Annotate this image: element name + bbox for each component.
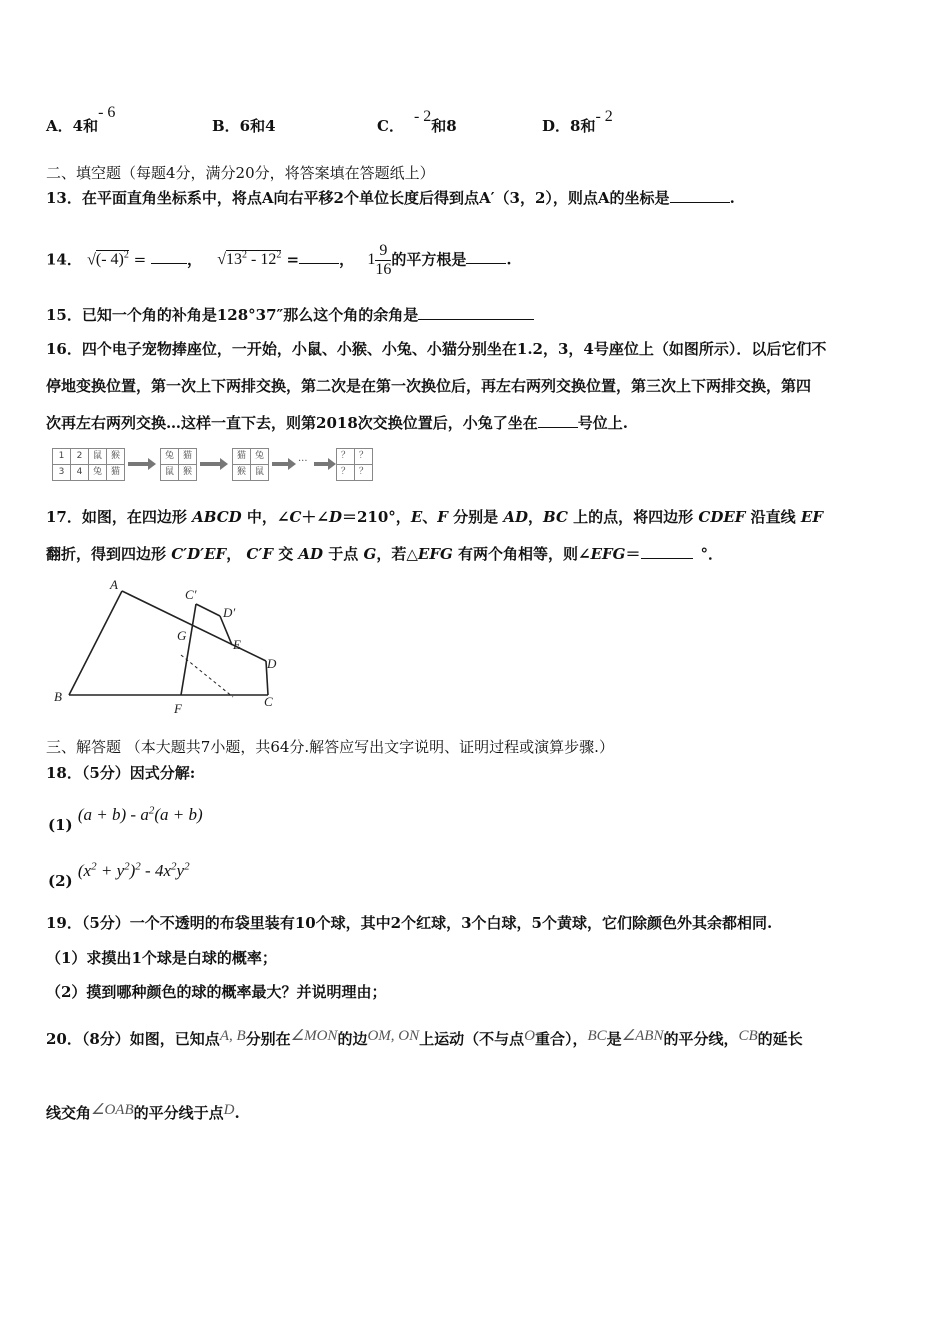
g3-cell-4: 鼠 (250, 464, 269, 481)
q14-exp2a: 2 (242, 250, 247, 261)
q14-mid2: - 12 (247, 251, 277, 269)
q14-expr1: (- 4) (95, 251, 124, 269)
q17-line2: 翻折，得到四边形 C′D′EF， C′F 交 AD 于点 G，若△EFG 有两个角相等，则∠EFG＝ °． (46, 545, 724, 563)
q14-frac-num: 9 (375, 242, 391, 261)
section3-note: （本大题共7小题，共64分.解答应写出文字说明、证明过程或演算步骤.） (121, 738, 614, 756)
g3-cell-3: 猴 (232, 464, 251, 481)
q13 (46, 188, 735, 208)
q20-line2: 线交角∠OAB的平分线于点D. (46, 1102, 240, 1122)
dashed-line (181, 655, 233, 697)
g3-cell-1: 猫 (232, 448, 251, 465)
edge-c1f (181, 604, 196, 695)
q18-part2: (2) $(x^2 + y^2)^2 - 4x^2y^2$ (48, 860, 190, 890)
g2-cell-2: 猫 (178, 448, 197, 465)
q20-line1: 20．（8分）如图，已知点A, B分别在∠MON的边OM, ON上运动（不与点O重合），BC是∠ABN的平分线，CB的延长 (46, 1028, 803, 1048)
q14-exp2b: 2 (276, 250, 282, 261)
q12-option-d (542, 108, 613, 137)
label-e: E (233, 637, 241, 652)
q13-text: 13．在平面直角坐标系中，将点A向右平移2个单位长度后得到点A′（3，2），则点A的坐标是 (46, 189, 670, 207)
label-g: G (177, 628, 187, 643)
q17-line1: 17．如图，在四边形 ABCD 中，∠C＋∠D＝210°，E、F 分别是 AD，BC 上的点，将四边形 CDEF 沿直线 EF (46, 508, 823, 526)
label-d: D (267, 656, 277, 671)
arrow-4 (314, 462, 328, 466)
q14-eq1: = (128, 250, 151, 269)
q19-part2: （2）摸到哪种颜色的球的概率最大？并说明理由； (46, 983, 387, 1001)
q14-num: 14． (46, 250, 82, 269)
q-cell-4: ？ (354, 464, 373, 481)
q14-eq2: = (281, 250, 300, 269)
q14-tail: 的平方根是 (391, 250, 467, 269)
q15 (46, 305, 534, 325)
q19-title: 19．（5分）一个不透明的布袋里装有10个球，其中2个红球，3个白球，5个黄球，它们除颜色外其余都相同. (46, 914, 773, 932)
q14-sqrt2: $√13^2 - 12^2$ (217, 250, 282, 269)
seat-num-1: 1 (52, 448, 71, 465)
q14-blank3[interactable] (466, 249, 506, 264)
q14-end: . (506, 250, 512, 269)
arrow-1 (128, 462, 148, 466)
q16-line3 (46, 413, 628, 433)
q18-part1: (1) $(a + b) - a^2(a + b)$ (48, 804, 203, 834)
q14-mixed-whole: 1 (367, 251, 376, 269)
seat-animal-2: 猴 (106, 448, 125, 465)
q14-fraction (375, 242, 391, 279)
section3-heading (46, 737, 614, 757)
option-c-label: C． (377, 117, 404, 135)
option-c-sup: - 2 (413, 108, 432, 125)
q14-blank1[interactable] (151, 249, 187, 264)
option-c-rest: 和8 (431, 117, 457, 135)
q-cell-1: ？ (336, 448, 355, 465)
g2-cell-4: 猴 (178, 464, 197, 481)
q16-line1: 16．四个电子宠物捧座位，一开始，小鼠、小猴、小兔、小猫分别坐在1.2，3，4号座位上（如图所示）．以后它们不 (46, 340, 827, 358)
q18-title: 18．（5分）因式分解: (46, 764, 196, 782)
label-d-prime: D′ (223, 605, 236, 620)
q16-line2: 停地变换位置，第一次上下两排交换，第二次是在第一次换位后，再左右两列交换位置，第三次上下两排交换，第四 (46, 377, 812, 395)
q12-option-b: B．6和4 (212, 117, 276, 135)
arrow-2-head (220, 458, 228, 470)
q17-blank[interactable] (641, 544, 693, 559)
q14-radicand2 (226, 250, 281, 268)
g3-cell-2: 兔 (250, 448, 269, 465)
arrow-4-head (328, 458, 336, 470)
q14-expr2: 13 (226, 251, 242, 269)
q17-quadrilateral-figure (48, 575, 288, 720)
q15-blank[interactable] (418, 305, 534, 320)
label-a: A (110, 577, 118, 592)
option-d-sup: - 2 (595, 108, 613, 125)
label-c-prime: C′ (185, 587, 197, 602)
arrow-2 (200, 462, 220, 466)
seat-animal-1: 鼠 (88, 448, 107, 465)
q14-radicand1 (96, 250, 129, 268)
q13-blank[interactable] (670, 188, 730, 203)
arrow-1-head (148, 458, 156, 470)
q14-exp1: 2 (123, 250, 129, 261)
q13-end: . (729, 189, 735, 207)
edge-d1e (220, 616, 232, 645)
seat-animal-4: 猫 (106, 464, 125, 481)
q15-text: 15．已知一个角的补角是128°37″那么这个角的余角是 (46, 306, 419, 324)
label-b: B (54, 689, 62, 704)
option-a-sup: - 6 (98, 104, 116, 121)
seat-num-4: 4 (70, 464, 89, 481)
option-d-label: D．8和 (542, 117, 596, 135)
q16-line3-end: 号位上. (577, 414, 628, 432)
seat-num-3: 3 (52, 464, 71, 481)
q12-option-a (46, 104, 116, 137)
q14-comma: ， (339, 250, 355, 269)
label-c: C (264, 694, 273, 709)
q12-option-c (377, 108, 457, 137)
section3-title: 三、解答题 (46, 738, 122, 756)
q19-part1: （1）求摸出1个球是白球的概率； (46, 949, 277, 967)
q-cell-3: ？ (336, 464, 355, 481)
q16-blank[interactable] (538, 413, 578, 428)
arrow-3 (272, 462, 288, 466)
seat-animal-3: 兔 (88, 464, 107, 481)
g2-cell-3: 鼠 (160, 464, 179, 481)
dots: ··· (298, 456, 308, 467)
q14: 14． √(- 4)$^2$ = ， $√13^2 - 12^2$ = ， 1 $\frac{9}{16}$ 的平方根是 . (46, 236, 512, 276)
seat-num-2: 2 (70, 448, 89, 465)
arrow-3-head (288, 458, 296, 470)
q16-seat-figure (52, 448, 372, 486)
edge-ba (69, 591, 122, 695)
q14-blank2[interactable] (299, 249, 339, 264)
label-f: F (174, 701, 182, 716)
q-cell-2: ？ (354, 448, 373, 465)
q14-sqrt1: √(- 4)$^2$ (87, 250, 129, 269)
option-a-label: A．4和 (46, 117, 99, 135)
g2-cell-1: 兔 (160, 448, 179, 465)
section2-heading: 二、填空题（每题4分，满分20分，将答案填在答题纸上） (46, 164, 435, 182)
edge-c1d1 (196, 604, 220, 616)
q14-frac-den: 16 (375, 260, 392, 278)
q16-line3-text: 次再左右两列交换…这样一直下去，则第2018次交换位置后，小兔了坐在 (46, 414, 538, 432)
